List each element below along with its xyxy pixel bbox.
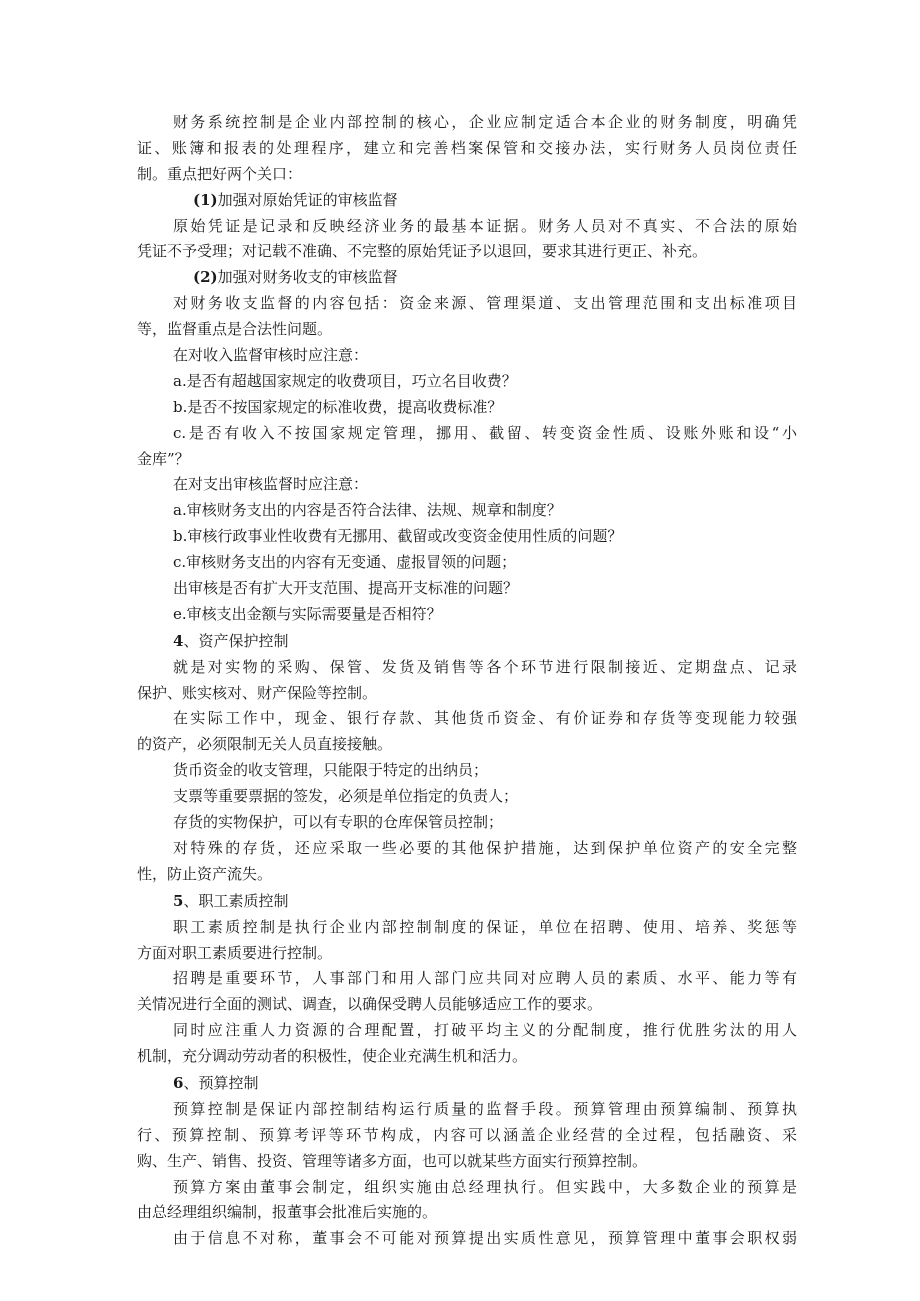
text-line: 金库”？ (137, 449, 190, 468)
list-item: b.审核行政事业性收费有无挪用、截留或改变资金使用性质的问题？ (173, 527, 623, 546)
text-line: 存货的实物保护，可以有专职的仓库保管员控制； (173, 813, 504, 832)
list-item: c.审核财务支出的内容有无变通、虚报冒领的问题； (173, 553, 517, 572)
list-item: c.是否有收入不按国家规定管理，挪用、截留、转变资金性质、设账外账和设“小 (173, 423, 797, 442)
text-line: 职工素质控制是执行企业内部控制制度的保证，单位在招聘、使用、培养、奖惩等 (173, 917, 797, 936)
list-item: a.审核财务支出的内容是否符合法律、法规、规章和制度？ (173, 501, 562, 520)
text-line: 保护、账实核对、财产保险等控制。 (137, 683, 378, 702)
heading-text: 、预算控制 (183, 1073, 259, 1092)
text-line: 对财务收支监督的内容包括：资金来源、管理渠道、支出管理范围和支出标准项目 (173, 294, 797, 313)
text-line: 就是对实物的采购、保管、发货及销售等各个环节进行限制接近、定期盘点、记录 (173, 657, 797, 676)
list-item: 出审核是否有扩大开支范围、提高开支标准的问题？ (173, 579, 519, 598)
heading-number: 6 (173, 1073, 184, 1092)
text-line: 在对支出审核监督时应注意： (173, 475, 369, 494)
text-line: 凭证不予受理；对记载不准确、不完整的原始凭证予以退回，要求其进行更正、补充。 (137, 242, 708, 261)
heading-number: (2) (193, 268, 218, 287)
text-line: 支票等重要票据的签发，必须是单位指定的负责人； (173, 787, 519, 806)
section-heading (137, 1071, 797, 1097)
text-line: 方面对职工素质要进行控制。 (137, 943, 333, 962)
section-heading (137, 629, 797, 655)
text-line: 货币资金的收支管理，只能限于特定的出纳员； (173, 761, 489, 780)
text-line: 原始凭证是记录和反映经济业务的最基本证据。财务人员对不真实、不合法的原始 (173, 216, 797, 235)
heading-number: 5 (173, 891, 184, 910)
text-line: 招聘是重要环节，人事部门和用人部门应共同对应聘人员的素质、水平、能力等有 (173, 969, 797, 988)
heading-text: 、职工素质控制 (183, 891, 289, 910)
text-line: 在对收入监督审核时应注意： (173, 346, 369, 365)
section-heading (137, 889, 797, 915)
text-line: 关情况进行全面的测试、调查，以确保受聘人员能够适应工作的要求。 (137, 995, 603, 1014)
text-line: 性，防止资产流失。 (137, 864, 273, 883)
heading-number: (1) (193, 190, 218, 209)
text-line: 证、账簿和报表的处理程序，建立和完善档案保管和交接办法，实行财务人员岗位责任 (137, 138, 797, 157)
text-line: 由于信息不对称，董事会不可能对预算提出实质性意见，预算管理中董事会职权弱 (173, 1229, 797, 1248)
text-line: 由总经理组织编制，报董事会批准后实施的。 (137, 1203, 438, 1222)
text-line: 行、预算控制、预算考评等环节构成，内容可以涵盖企业经营的全过程，包括融资、采 (137, 1125, 797, 1144)
text-line: 等，监督重点是合法性问题。 (137, 320, 333, 339)
heading-number: 4 (173, 631, 184, 650)
text-line: 预算方案由董事会制定，组织实施由总经理执行。但实践中，大多数企业的预算是 (173, 1177, 797, 1196)
text-line: 对特殊的存货，还应采取一些必要的其他保护措施，达到保护单位资产的安全完整 (173, 838, 797, 857)
list-item: b.是否不按国家规定的标准收费，提高收费标准？ (173, 397, 503, 416)
list-item: e.审核支出金额与实际需要量是否相符？ (173, 604, 442, 623)
text-line: 在实际工作中，现金、银行存款、其他货币资金、有价证券和存货等变现能力较强 (173, 709, 797, 728)
text-line: 购、生产、销售、投资、管理等诸多方面，也可以就某些方面实行预算控制。 (137, 1151, 648, 1170)
section-heading (137, 188, 797, 214)
text-line: 财务系统控制是企业内部控制的核心，企业应制定适合本企业的财务制度，明确凭 (173, 113, 797, 131)
list-item: a.是否有超越国家规定的收费项目，巧立名目收费？ (173, 371, 517, 390)
text-line: 机制，充分调动劳动者的积极性，使企业充满生机和活力。 (137, 1047, 528, 1066)
text-line: 预算控制是保证内部控制结构运行质量的监督手段。预算管理由预算编制、预算执 (173, 1099, 797, 1118)
document-body (137, 110, 797, 1252)
text-line: 制。重点把好两个关口： (137, 164, 303, 183)
text-line: 的资产，必须限制无关人员直接接触。 (137, 735, 393, 754)
text-line: 同时应注重人力资源的合理配置，打破平均主义的分配制度，推行优胜劣汰的用人 (173, 1021, 797, 1040)
heading-text: 、资产保护控制 (183, 631, 289, 650)
section-heading (137, 265, 797, 291)
heading-text: 加强对财务收支的审核监督 (217, 268, 398, 287)
heading-text: 加强对原始凭证的审核监督 (217, 190, 398, 209)
